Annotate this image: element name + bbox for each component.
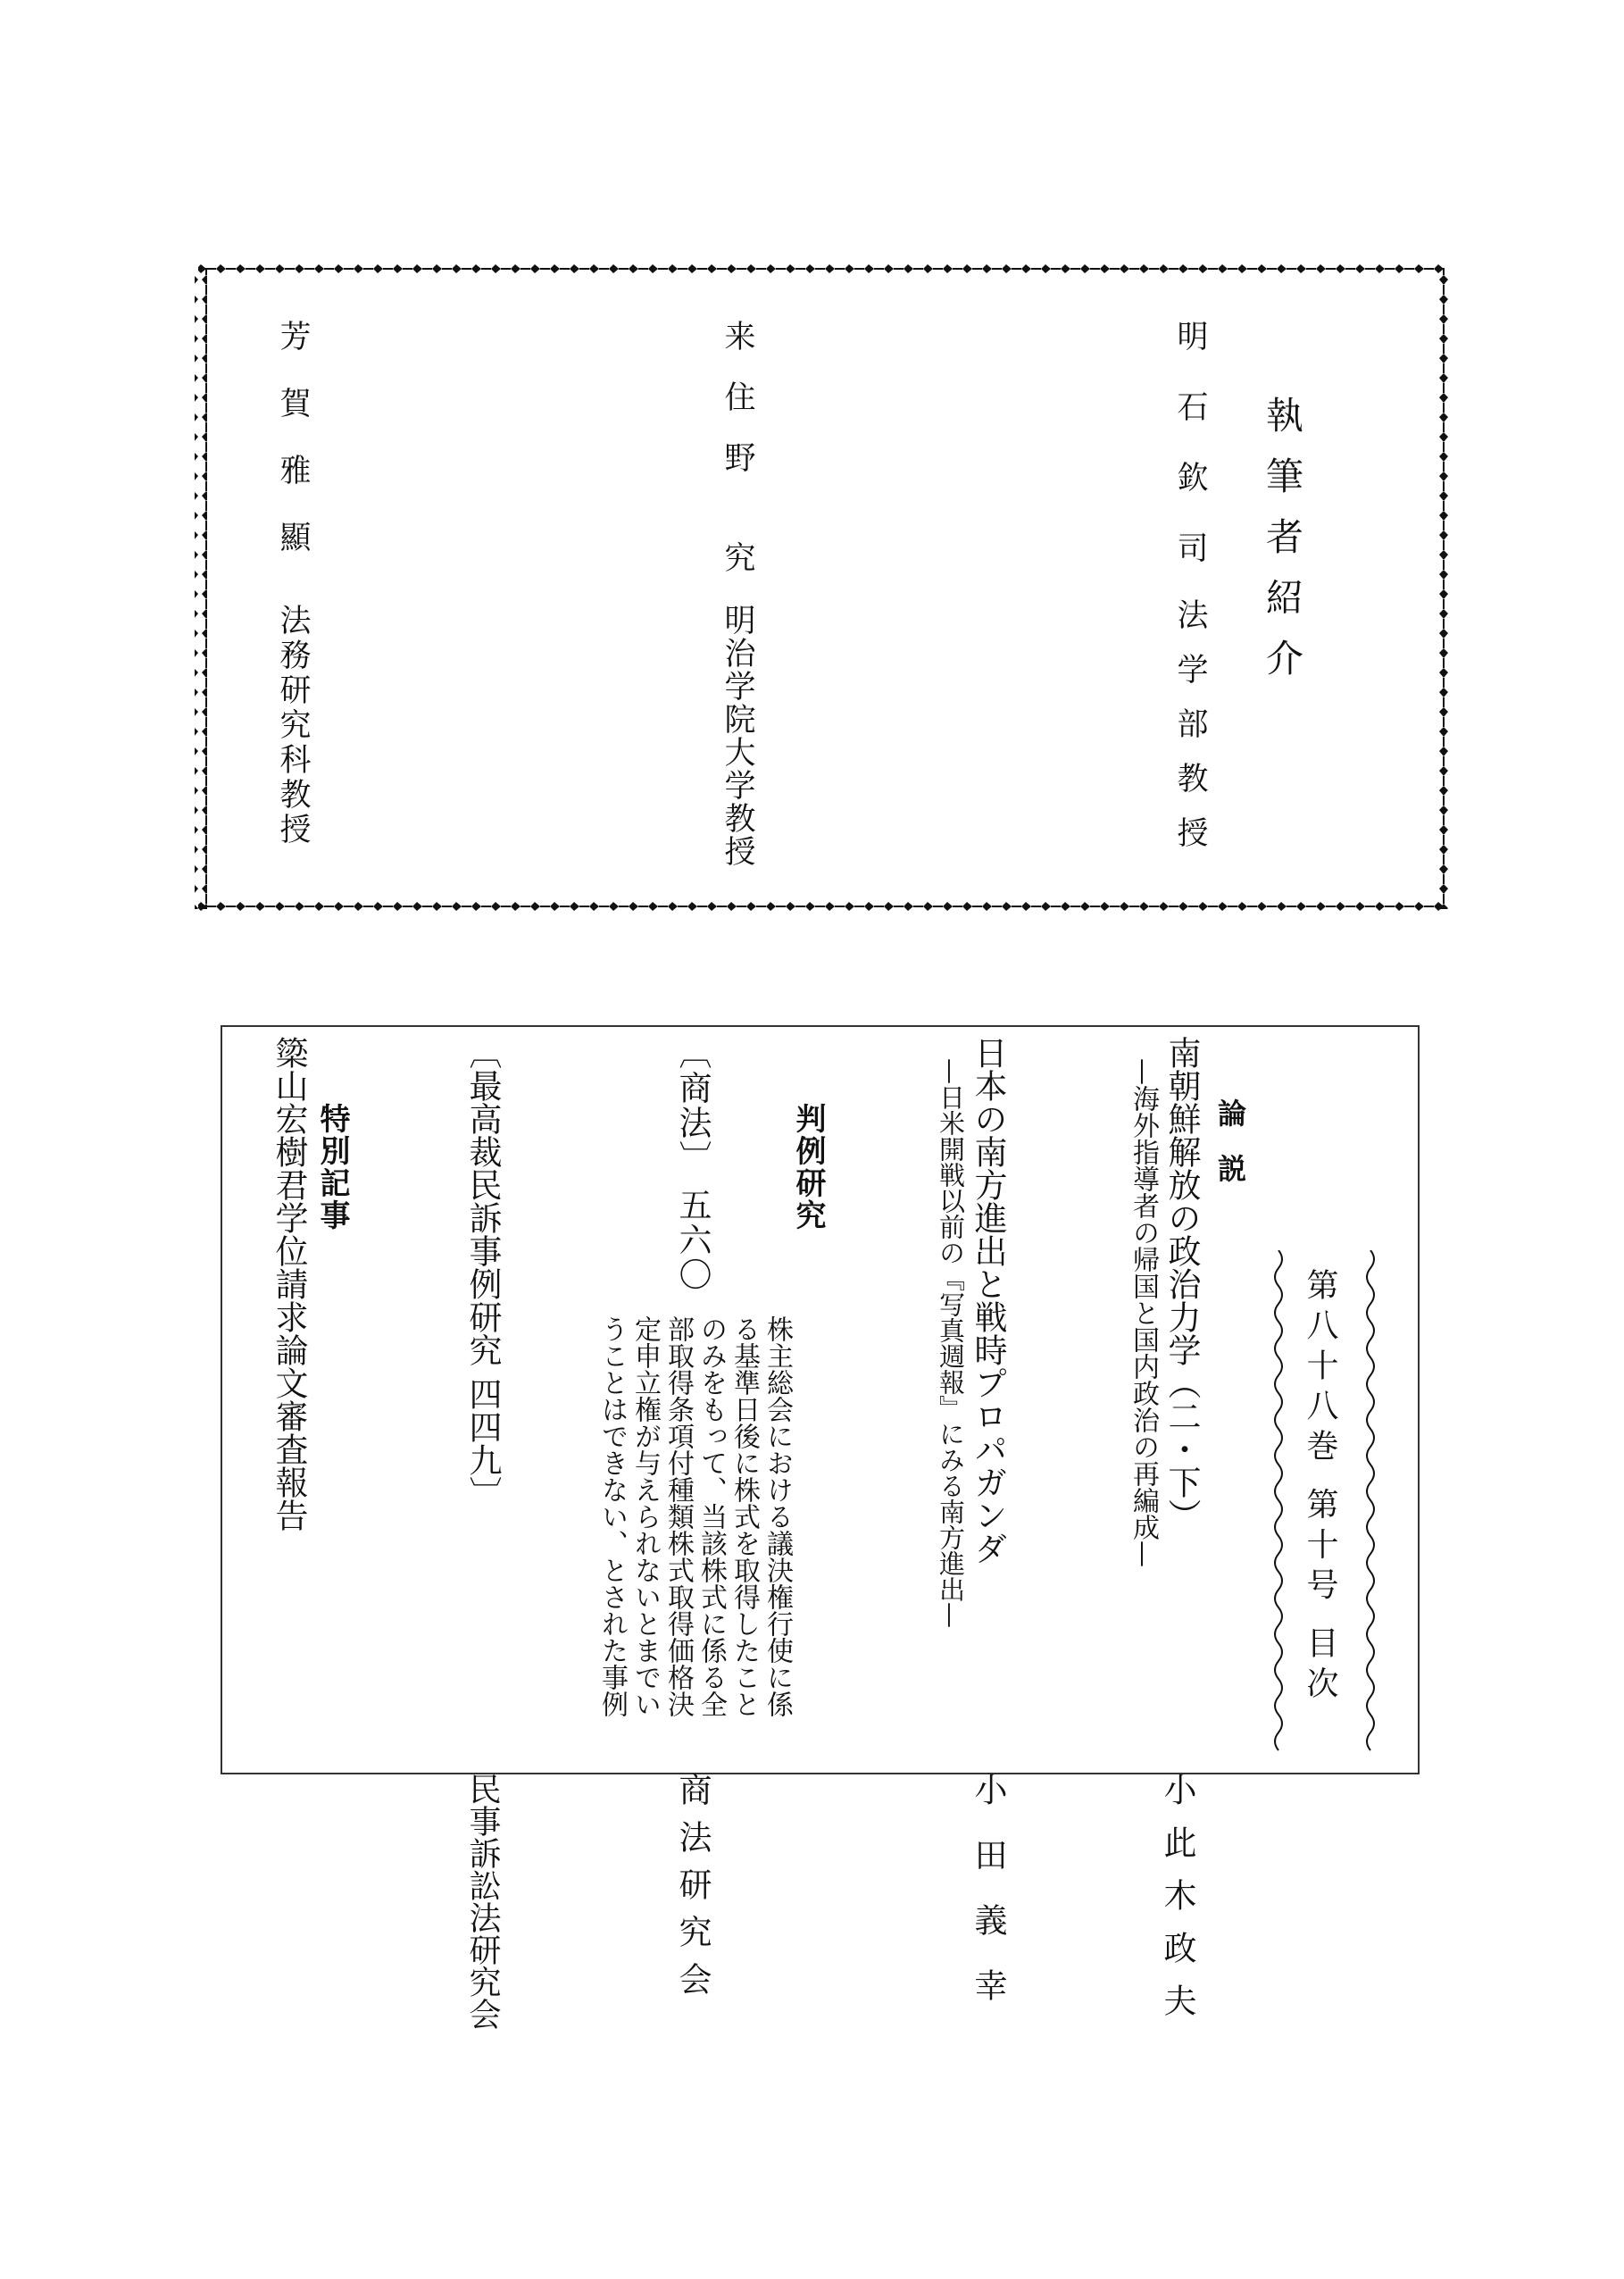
case-description-line: のみをもって、当該株式に係る全 [695, 1315, 727, 1717]
section-heading-special: 特別記事 [314, 1103, 350, 1231]
article-title: 南朝鮮解放の政治力学（二・下） [1162, 1036, 1201, 1532]
article-subtitle: —海外指導者の帰国と国内政治の再編成— [1128, 1058, 1159, 1567]
authors-title: 執筆者紹介 [1261, 396, 1304, 699]
section-heading-ronsetsu: 論説 [1213, 1098, 1247, 1209]
author-name: 来住野 究 [720, 320, 755, 603]
author-affiliation: 明治学院大学教授 [720, 604, 755, 868]
author-affiliation: 法務研究科教授 [275, 604, 311, 847]
case-label: 〔商法〕 五六〇 [673, 1036, 712, 1292]
case-author: 民事訴訟法研究会 [464, 1773, 501, 2030]
case-description-line: る基準日後に株式を取得したこと [729, 1315, 760, 1717]
case-description-line: 株主総会における議決権行使に係 [762, 1315, 793, 1717]
article-author: 小田義幸 [969, 1773, 1007, 2033]
article-title: 日本の南方進出と戦時プロパガンダ [969, 1036, 1007, 1565]
case-description-line: うことはできない、とされた事例 [596, 1315, 628, 1717]
case-description-line: 部取得条項付種類株式取得価格決 [662, 1315, 694, 1717]
section-heading-hanrei: 判例研究 [790, 1103, 826, 1231]
author-affiliation: 法学部教授 [1172, 598, 1208, 871]
case-author: 商法研究会 [673, 1773, 712, 2009]
author-name: 芳賀雅顯 [275, 320, 311, 588]
case-description-line: 定申立権が与えられないとまでい [629, 1315, 661, 1717]
special-article: 簗山宏樹君学位請求論文審査報告 [270, 1036, 308, 1532]
case-label: 〔最高裁民訴事例研究 四四九〕 [463, 1036, 502, 1509]
toc-title: 第八十八巻 第十号 目次 [1302, 1268, 1338, 1707]
decorative-border [0, 0, 1624, 947]
article-author: 小此木政夫 [1158, 1773, 1196, 2036]
author-name: 明石欽司 [1172, 320, 1208, 602]
article-subtitle: —日米開戦以前の『写真週報』にみる南方進出— [936, 1058, 966, 1628]
